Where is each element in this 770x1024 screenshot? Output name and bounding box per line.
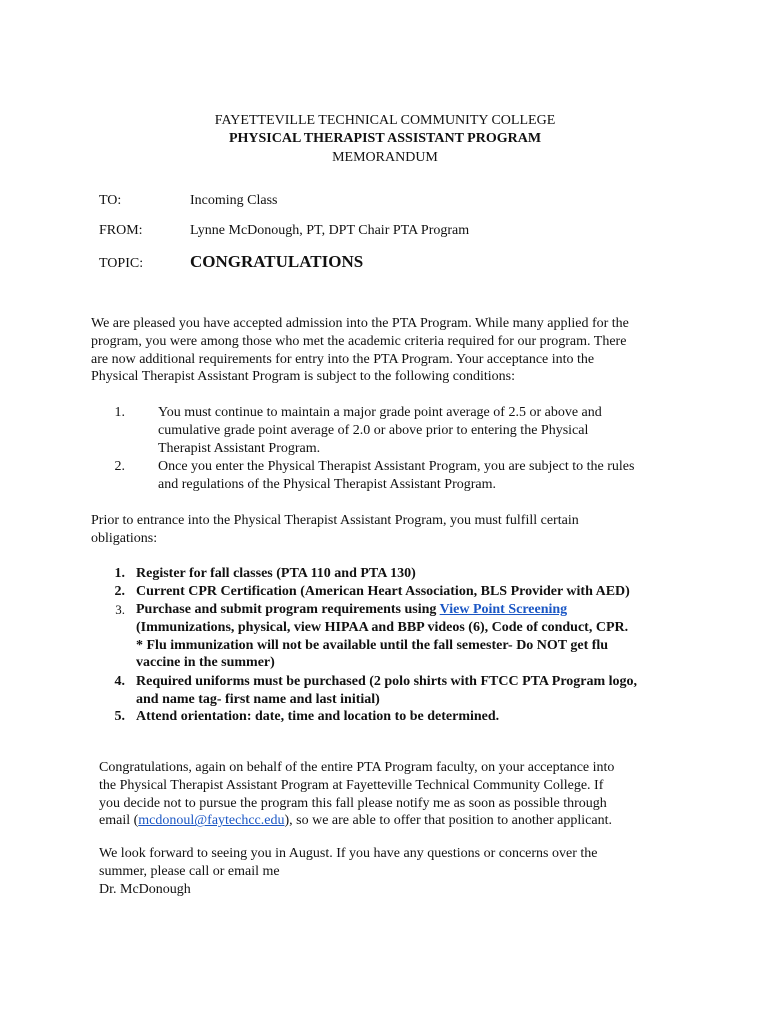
intro-paragraph [91,315,691,386]
intro-line: Physical Therapist Assistant Program is subject to the following conditions: [91,369,515,385]
obligations-intro-line: Prior to entrance into the Physical Therapist Assistant Program, you must fulfill certain [91,513,579,528]
from-value: Lynne McDonough, PT, DPT Chair PTA Program [190,223,470,238]
list-item-line: Once you enter the Physical Therapist Assistant Program, you are subject to the rules [158,459,635,474]
obligation-screening [136,601,696,672]
signoff-line: summer, please call or email me [99,863,280,879]
list-number: 2. [114,459,125,474]
intro-line: are now additional requirements for entry into the PTA Program. Your acceptance into the [91,351,595,367]
from-label: FROM: [99,223,143,238]
intro-line: program, you were among those who met the academic criteria required for our program. There [91,333,627,349]
list-item [158,458,698,494]
obligation-uniforms-line: Required uniforms must be purchased (2 polo shirts with FTCC PTA Program logo, [136,674,638,689]
closing-line: Congratulations, again on behalf of the entire PTA Program faculty, on your acceptance into [99,760,615,775]
signoff-paragraph [99,845,699,898]
closing-paragraph [99,759,699,830]
closing-line [99,812,699,830]
document-type: MEMORANDUM [332,150,438,165]
list-number: 1. [114,405,125,420]
obligations-intro-line: obligations: [91,530,158,546]
email-link[interactable]: mcdonoul@faytechcc.edu [138,813,285,829]
obligation-uniforms [136,673,696,709]
closing-text: ), so we are able to offer that position to another applicant. [284,813,612,829]
signoff-line: We look forward to seeing you in August. If you have any questions or concerns over the [99,846,598,861]
closing-line: you decide not to pursue the program this fall please notify me as soon as possible through [99,795,607,811]
list-item-line: Therapist Assistant Program. [158,440,321,456]
closing-text: email ( [99,813,139,829]
screening-text: Purchase and submit program requirements using [136,602,440,617]
intro-line: We are pleased you have accepted admission into the PTA Program. While many applied for the [91,316,629,331]
list-number: 5. [114,709,125,724]
list-number: 2. [114,584,125,599]
to-value: Incoming Class [190,193,278,208]
view-point-screening-link[interactable]: View Point Screening [439,602,568,617]
list-number: 4. [114,674,125,689]
to-label: TO: [99,193,122,208]
obligation-screening-line [136,601,696,619]
obligation-orientation: Attend orientation: date, time and location to be determined. [136,709,500,724]
conditions-list [0,404,770,504]
topic-value: CONGRATULATIONS [190,252,364,271]
list-number: 1. [114,566,125,581]
list-number: 3. [115,602,125,617]
topic-label: TOPIC: [99,256,144,271]
list-item [158,404,678,457]
signature-name: Dr. McDonough [99,881,191,897]
obligations-list [0,565,770,730]
college-name: FAYETTEVILLE TECHNICAL COMMUNITY COLLEGE [214,113,556,128]
obligation-register: Register for fall classes (PTA 110 and PTA 130) [136,566,416,581]
closing-line: the Physical Therapist Assistant Program at Fayetteville Technical Community College. If [99,777,604,793]
obligation-cpr: Current CPR Certification (American Heart Association, BLS Provider with AED) [136,584,630,599]
obligation-screening-line: (Immunizations, physical, view HIPAA and BBP videos (6), Code of conduct, CPR. [136,619,629,635]
obligation-screening-line: vaccine in the summer) [136,655,275,671]
obligation-screening-line: * Flu immunization will not be available until the fall semester- Do NOT get flu [136,637,609,653]
program-name: PHYSICAL THERAPIST ASSISTANT PROGRAM [228,131,542,146]
list-item-line: cumulative grade point average of 2.0 or above prior to entering the Physical [158,422,589,438]
list-item-line: and regulations of the Physical Therapist Assistant Program. [158,476,497,492]
obligation-uniforms-line: and name tag- first name and last initial) [136,691,380,707]
list-item-line: You must continue to maintain a major grade point average of 2.5 or above and [158,405,602,420]
obligations-intro [91,512,691,548]
